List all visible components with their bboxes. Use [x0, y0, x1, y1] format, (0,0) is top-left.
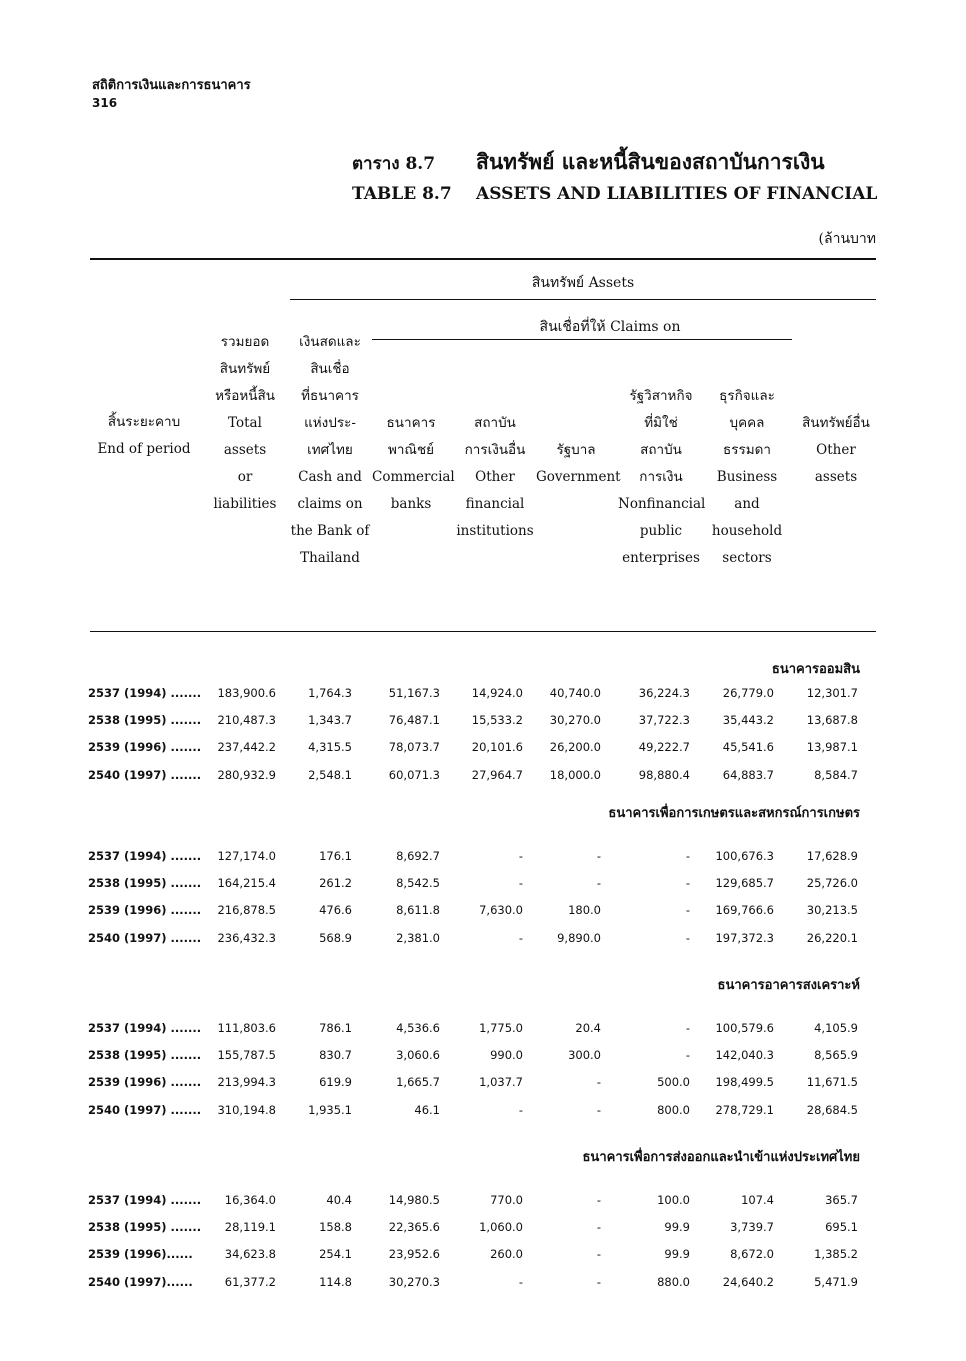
unit-label: (ล้านบาท	[818, 231, 876, 247]
value-cell-commercial: 8,542.5	[396, 876, 440, 891]
group-claims-header: สินเชื่อที่ให้ Claims on	[539, 319, 681, 335]
value-cell-business: 100,579.6	[715, 1021, 774, 1035]
period-cell: 2537 (1994) .......	[88, 1193, 202, 1207]
value-cell-cash: 176.1	[319, 849, 352, 863]
value-cell-cash: 1,935.1	[308, 1102, 352, 1117]
value-cell-business: 142,040.3	[715, 1048, 774, 1063]
value-cell-other_fi: -	[518, 1274, 523, 1289]
value-cell-other_assets: 30,213.5	[806, 903, 858, 918]
value-cell-other_assets: 8,584.7	[814, 767, 858, 782]
table-row	[0, 1193, 966, 1213]
value-cell-cash: 158.8	[319, 1220, 352, 1235]
table-row	[0, 1103, 966, 1123]
value-cell-other_assets: 8,565.9	[814, 1048, 858, 1063]
value-cell-nonfinancial: 37,722.3	[638, 713, 690, 728]
value-cell-total: 16,364.0	[224, 1193, 276, 1207]
value-cell-other_fi: 1,775.0	[479, 1021, 523, 1035]
value-cell-cash: 261.2	[319, 876, 352, 891]
value-cell-total: 28,119.1	[224, 1220, 276, 1235]
table-row	[0, 768, 966, 788]
value-cell-commercial: 30,270.3	[388, 1274, 440, 1289]
value-cell-other_fi: -	[518, 876, 523, 891]
value-cell-business: 8,672.0	[730, 1247, 774, 1262]
value-cell-other_assets: 26,220.1	[806, 930, 858, 945]
value-cell-commercial: 8,611.8	[396, 903, 440, 918]
value-cell-total: 237,442.2	[217, 740, 276, 755]
value-cell-nonfinancial: -	[685, 876, 690, 891]
value-cell-nonfinancial: 99.9	[664, 1220, 690, 1235]
value-cell-government: -	[596, 849, 601, 863]
value-cell-total: 280,932.9	[217, 767, 276, 782]
value-cell-commercial: 60,071.3	[388, 767, 440, 782]
period-cell: 2537 (1994) .......	[88, 849, 202, 863]
value-cell-other_fi: 1,060.0	[479, 1220, 523, 1235]
table-row	[0, 713, 966, 733]
value-cell-other_assets: 17,628.9	[806, 849, 858, 863]
value-cell-other_assets: 695.1	[825, 1220, 858, 1235]
value-cell-other_fi: -	[518, 1102, 523, 1117]
value-cell-cash: 4,315.5	[308, 740, 352, 755]
value-cell-cash: 2,548.1	[308, 767, 352, 782]
section-title: ธนาคารเพื่อการส่งออกและนำเข้าแห่งประเทศไทย	[582, 1150, 860, 1165]
table-label-th: ตาราง 8.7	[352, 154, 436, 174]
value-cell-business: 24,640.2	[722, 1274, 774, 1289]
value-cell-nonfinancial: 880.0	[657, 1274, 690, 1289]
value-cell-other_assets: 28,684.5	[806, 1102, 858, 1117]
period-cell: 2538 (1995) .......	[88, 713, 202, 728]
value-cell-government: 300.0	[568, 1048, 601, 1063]
value-cell-government: -	[596, 876, 601, 891]
value-cell-other_assets: 12,301.7	[806, 686, 858, 700]
value-cell-other_fi: -	[518, 930, 523, 945]
table-row	[0, 1220, 966, 1240]
value-cell-nonfinancial: -	[685, 849, 690, 863]
running-title: สถิติการเงินและการธนาคาร	[92, 78, 251, 93]
value-cell-total: 111,803.6	[217, 1021, 276, 1035]
section-title: ธนาคารออมสิน	[771, 662, 860, 677]
col-header-cash: เงินสดและ สินเชื่อ ที่ธนาคาร แห่งประ- เทศไทย Cash and claims on the Bank of Thailand	[290, 334, 370, 566]
value-cell-total: 61,377.2	[224, 1274, 276, 1289]
value-cell-other_assets: 13,987.1	[806, 740, 858, 755]
value-cell-cash: 619.9	[319, 1075, 352, 1090]
table-row	[0, 931, 966, 951]
value-cell-other_fi: 15,533.2	[471, 713, 523, 728]
value-cell-cash: 830.7	[319, 1048, 352, 1063]
table-row	[0, 1275, 966, 1295]
value-cell-other_fi: 14,924.0	[471, 686, 523, 700]
value-cell-nonfinancial: 99.9	[664, 1247, 690, 1262]
value-cell-total: 155,787.5	[217, 1048, 276, 1063]
period-cell: 2539 (1996) .......	[88, 1075, 202, 1090]
period-cell: 2538 (1995) .......	[88, 876, 202, 891]
value-cell-total: 213,994.3	[217, 1075, 276, 1090]
value-cell-nonfinancial: -	[685, 903, 690, 918]
table-row	[0, 1075, 966, 1095]
value-cell-cash: 254.1	[319, 1247, 352, 1262]
assets-group-rule	[290, 299, 876, 300]
col-header-government: รัฐบาล Government	[536, 442, 621, 485]
value-cell-government: 9,890.0	[557, 930, 601, 945]
value-cell-commercial: 1,665.7	[396, 1075, 440, 1090]
value-cell-nonfinancial: -	[685, 930, 690, 945]
value-cell-other_fi: -	[518, 849, 523, 863]
value-cell-nonfinancial: 36,224.3	[638, 686, 690, 700]
header-bottom-rule	[90, 631, 876, 632]
value-cell-government: 30,270.0	[549, 713, 601, 728]
col-header-business: ธุรกิจและ บุคคล ธรรมดา Business and household sectors	[711, 388, 783, 566]
period-cell: 2540 (1997) .......	[88, 767, 202, 782]
value-cell-business: 100,676.3	[715, 849, 774, 863]
value-cell-government: 40,740.0	[549, 686, 601, 700]
section-title: ธนาคารอาคารสงเคราะห์	[717, 978, 860, 993]
value-cell-other_fi: 770.0	[490, 1193, 523, 1207]
value-cell-commercial: 46.1	[414, 1102, 440, 1117]
period-cell: 2539 (1996)......	[88, 1247, 193, 1262]
period-cell: 2537 (1994) .......	[88, 686, 202, 700]
value-cell-total: 236,432.3	[217, 930, 276, 945]
value-cell-other_fi: 7,630.0	[479, 903, 523, 918]
value-cell-commercial: 3,060.6	[396, 1048, 440, 1063]
table-title-en: ASSETS AND LIABILITIES OF FINANCIAL	[476, 184, 878, 204]
value-cell-government: -	[596, 1247, 601, 1262]
value-cell-government: -	[596, 1193, 601, 1207]
col-header-commercial: ธนาคาร พาณิชย์ Commercial banks	[372, 415, 455, 512]
value-cell-other_assets: 4,105.9	[814, 1021, 858, 1035]
value-cell-nonfinancial: 98,880.4	[638, 767, 690, 782]
table-row	[0, 1021, 966, 1041]
value-cell-total: 164,215.4	[217, 876, 276, 891]
value-cell-cash: 786.1	[319, 1021, 352, 1035]
period-cell: 2539 (1996) .......	[88, 903, 202, 918]
value-cell-government: -	[596, 1274, 601, 1289]
table-row	[0, 1247, 966, 1267]
value-cell-business: 197,372.3	[715, 930, 774, 945]
col-header-other-fi: สถาบัน การเงินอื่น Other financial institutions	[456, 415, 534, 539]
table-row	[0, 686, 966, 706]
value-cell-total: 310,194.8	[217, 1102, 276, 1117]
period-cell: 2540 (1997) .......	[88, 1102, 202, 1117]
value-cell-nonfinancial: 800.0	[657, 1102, 690, 1117]
value-cell-cash: 476.6	[319, 903, 352, 918]
table-row	[0, 849, 966, 869]
value-cell-commercial: 51,167.3	[388, 686, 440, 700]
value-cell-business: 35,443.2	[722, 713, 774, 728]
table-row	[0, 740, 966, 760]
value-cell-commercial: 76,487.1	[388, 713, 440, 728]
value-cell-commercial: 4,536.6	[396, 1021, 440, 1035]
value-cell-nonfinancial: 100.0	[657, 1193, 690, 1207]
value-cell-commercial: 8,692.7	[396, 849, 440, 863]
value-cell-other_assets: 365.7	[825, 1193, 858, 1207]
col-header-period: สิ้นระยะคาบ End of period	[97, 414, 191, 457]
table-row	[0, 903, 966, 923]
value-cell-total: 210,487.3	[217, 713, 276, 728]
value-cell-business: 129,685.7	[715, 876, 774, 891]
value-cell-total: 127,174.0	[217, 849, 276, 863]
value-cell-cash: 40.4	[326, 1193, 352, 1207]
value-cell-other_fi: 20,101.6	[471, 740, 523, 755]
value-cell-commercial: 22,365.6	[388, 1220, 440, 1235]
period-cell: 2539 (1996) .......	[88, 740, 202, 755]
period-cell: 2538 (1995) .......	[88, 1220, 202, 1235]
value-cell-government: 18,000.0	[549, 767, 601, 782]
value-cell-commercial: 23,952.6	[388, 1247, 440, 1262]
period-cell: 2537 (1994) .......	[88, 1021, 202, 1035]
value-cell-commercial: 2,381.0	[396, 930, 440, 945]
section-title: ธนาคารเพื่อการเกษตรและสหกรณ์การเกษตร	[608, 806, 860, 821]
value-cell-cash: 568.9	[319, 930, 352, 945]
value-cell-nonfinancial: -	[685, 1021, 690, 1035]
value-cell-cash: 1,343.7	[308, 713, 352, 728]
value-cell-nonfinancial: 500.0	[657, 1075, 690, 1090]
page-number: 316	[92, 96, 118, 110]
value-cell-business: 26,779.0	[722, 686, 774, 700]
value-cell-business: 278,729.1	[715, 1102, 774, 1117]
value-cell-government: 180.0	[568, 903, 601, 918]
value-cell-business: 3,739.7	[730, 1220, 774, 1235]
value-cell-nonfinancial: 49,222.7	[638, 740, 690, 755]
period-cell: 2538 (1995) .......	[88, 1048, 202, 1063]
value-cell-commercial: 78,073.7	[388, 740, 440, 755]
value-cell-government: 26,200.0	[549, 740, 601, 755]
value-cell-nonfinancial: -	[685, 1048, 690, 1063]
col-header-total: รวมยอด สินทรัพย์ หรือหนี้สิน Total assets or liabilities	[213, 334, 277, 512]
value-cell-other_assets: 13,687.8	[806, 713, 858, 728]
value-cell-other_assets: 11,671.5	[806, 1075, 858, 1090]
value-cell-business: 198,499.5	[715, 1075, 774, 1090]
value-cell-cash: 114.8	[319, 1274, 352, 1289]
value-cell-other_fi: 27,964.7	[471, 767, 523, 782]
value-cell-other_assets: 5,471.9	[814, 1274, 858, 1289]
value-cell-total: 183,900.6	[217, 686, 276, 700]
value-cell-business: 64,883.7	[722, 767, 774, 782]
value-cell-total: 216,878.5	[217, 903, 276, 918]
header-top-rule	[90, 258, 876, 260]
value-cell-other_fi: 1,037.7	[479, 1075, 523, 1090]
claims-group-rule	[372, 339, 792, 340]
value-cell-other_fi: 260.0	[490, 1247, 523, 1262]
table-row	[0, 876, 966, 896]
value-cell-total: 34,623.8	[224, 1247, 276, 1262]
col-header-other-assets: สินทรัพย์อื่น Other assets	[802, 415, 870, 485]
value-cell-business: 169,766.6	[715, 903, 774, 918]
value-cell-commercial: 14,980.5	[388, 1193, 440, 1207]
table-label-en: TABLE 8.7	[352, 184, 452, 204]
value-cell-government: 20.4	[575, 1021, 601, 1035]
table-title-th: สินทรัพย์ และหนี้สินของสถาบันการเงิน	[476, 149, 825, 174]
group-assets-header: สินทรัพย์ Assets	[531, 275, 635, 291]
period-cell: 2540 (1997)......	[88, 1274, 193, 1289]
value-cell-other_assets: 25,726.0	[806, 876, 858, 891]
value-cell-business: 107.4	[741, 1193, 774, 1207]
col-header-nonfinancial: รัฐวิสาหกิจ ที่มิใช่ สถาบัน การเงิน Nonfinancial public enterprises	[618, 388, 706, 566]
value-cell-government: -	[596, 1075, 601, 1090]
value-cell-government: -	[596, 1102, 601, 1117]
value-cell-other_assets: 1,385.2	[814, 1247, 858, 1262]
period-cell: 2540 (1997) .......	[88, 930, 202, 945]
value-cell-government: -	[596, 1220, 601, 1235]
value-cell-business: 45,541.6	[722, 740, 774, 755]
value-cell-other_fi: 990.0	[490, 1048, 523, 1063]
value-cell-cash: 1,764.3	[308, 686, 352, 700]
table-row	[0, 1048, 966, 1068]
